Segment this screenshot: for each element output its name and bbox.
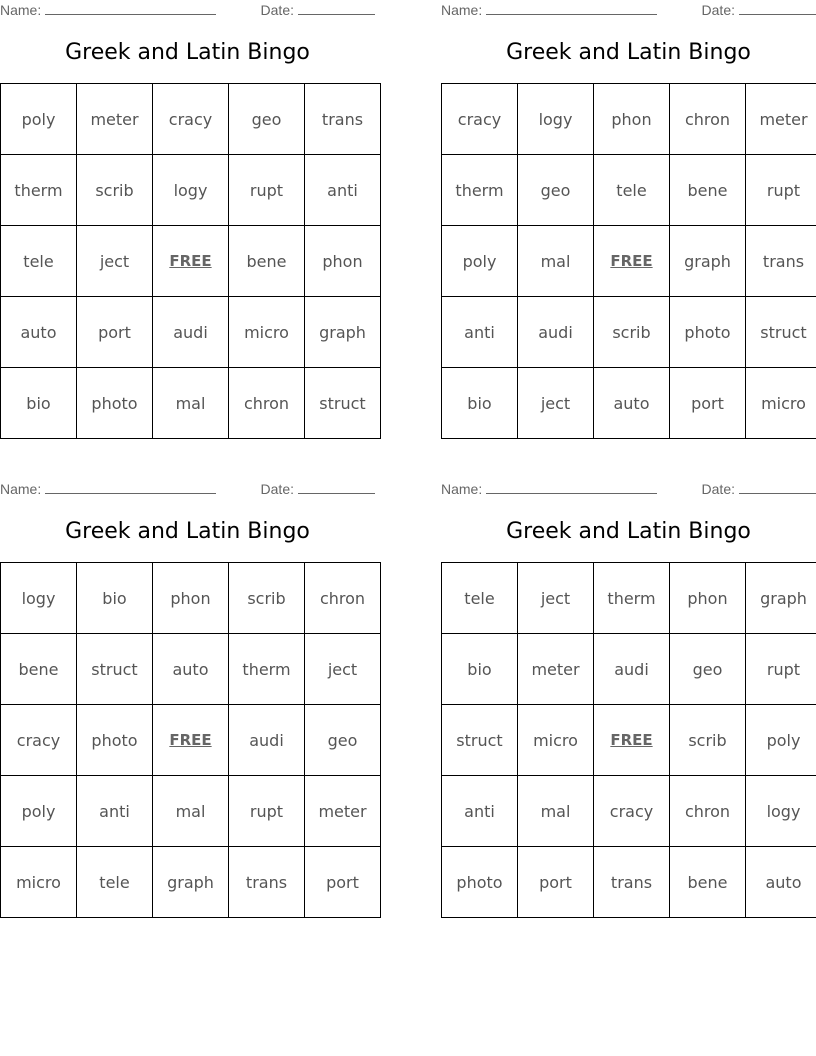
date-field: [702, 2, 816, 18]
grid-cell: struct: [746, 297, 816, 368]
bingo-card: [441, 0, 816, 440]
bingo-card: [0, 479, 375, 919]
grid-row: [1, 634, 381, 705]
grid-cell: auto: [594, 368, 670, 439]
grid-cell: ject: [305, 634, 381, 705]
date-blank-line: [298, 481, 375, 494]
bingo-grid: [441, 562, 816, 918]
grid-cell: chron: [229, 368, 305, 439]
card-title: Greek and Latin Bingo: [506, 40, 751, 65]
name-blank-line: [486, 2, 657, 15]
grid-cell: poly: [442, 226, 518, 297]
grid-row: [442, 84, 816, 155]
grid-cell: ject: [77, 226, 153, 297]
bingo-grid: [0, 562, 381, 918]
card-header: [0, 481, 375, 499]
grid-cell: meter: [518, 634, 594, 705]
grid-row: [442, 368, 816, 439]
grid-row: [1, 563, 381, 634]
grid-cell: phon: [153, 563, 229, 634]
grid-row: [1, 705, 381, 776]
name-field: [0, 2, 216, 18]
grid-row: [442, 776, 816, 847]
grid-row: [442, 634, 816, 705]
grid-cell: rupt: [746, 155, 816, 226]
grid-cell: mal: [153, 776, 229, 847]
bingo-grid: [0, 83, 381, 439]
grid-cell: anti: [77, 776, 153, 847]
grid-cell: audi: [153, 297, 229, 368]
grid-cell: trans: [746, 226, 816, 297]
grid-row: [1, 226, 381, 297]
date-label: Date:: [701, 481, 735, 497]
grid-cell: logy: [153, 155, 229, 226]
grid-row: [442, 226, 816, 297]
grid-cell: logy: [746, 776, 816, 847]
date-blank-line: [739, 2, 816, 15]
grid-cell: chron: [670, 84, 746, 155]
grid-row: [1, 776, 381, 847]
grid-cell: photo: [77, 368, 153, 439]
grid-cell: photo: [442, 847, 518, 918]
grid-cell: port: [77, 297, 153, 368]
free-space-cell: FREE: [594, 705, 670, 776]
grid-cell: rupt: [229, 155, 305, 226]
grid-cell: graph: [305, 297, 381, 368]
grid-cell: phon: [670, 563, 746, 634]
grid-cell: geo: [305, 705, 381, 776]
grid-cell: geo: [670, 634, 746, 705]
grid-row: [442, 705, 816, 776]
name-field: [441, 2, 657, 18]
grid-cell: graph: [746, 563, 816, 634]
grid-cell: trans: [594, 847, 670, 918]
grid-cell: port: [670, 368, 746, 439]
grid-cell: auto: [153, 634, 229, 705]
grid-row: [1, 297, 381, 368]
grid-row: [442, 297, 816, 368]
grid-row: [442, 847, 816, 918]
grid-cell: port: [518, 847, 594, 918]
grid-cell: logy: [518, 84, 594, 155]
grid-cell: logy: [1, 563, 77, 634]
date-label: Date:: [260, 481, 294, 497]
bingo-card: [441, 479, 816, 919]
grid-cell: mal: [153, 368, 229, 439]
name-blank-line: [486, 481, 657, 494]
grid-cell: rupt: [746, 634, 816, 705]
name-blank-line: [45, 481, 216, 494]
free-space-cell: FREE: [153, 705, 229, 776]
date-field: [702, 481, 816, 497]
grid-cell: poly: [1, 84, 77, 155]
card-header: [441, 481, 816, 499]
grid-cell: phon: [305, 226, 381, 297]
grid-cell: bio: [77, 563, 153, 634]
grid-cell: trans: [229, 847, 305, 918]
bingo-grid: [441, 83, 816, 439]
grid-cell: anti: [305, 155, 381, 226]
grid-cell: therm: [594, 563, 670, 634]
grid-cell: chron: [670, 776, 746, 847]
name-label: Name:: [0, 481, 42, 497]
grid-cell: bio: [1, 368, 77, 439]
date-blank-line: [739, 481, 816, 494]
grid-cell: auto: [1, 297, 77, 368]
grid-cell: mal: [518, 776, 594, 847]
grid-cell: cracy: [153, 84, 229, 155]
grid-cell: therm: [442, 155, 518, 226]
grid-cell: bio: [442, 634, 518, 705]
grid-cell: bene: [1, 634, 77, 705]
card-title: Greek and Latin Bingo: [506, 519, 751, 544]
grid-cell: micro: [518, 705, 594, 776]
grid-cell: cracy: [442, 84, 518, 155]
grid-cell: bene: [670, 155, 746, 226]
grid-cell: scrib: [77, 155, 153, 226]
name-field: [441, 481, 657, 497]
grid-cell: rupt: [229, 776, 305, 847]
grid-cell: tele: [77, 847, 153, 918]
grid-cell: cracy: [594, 776, 670, 847]
grid-cell: port: [305, 847, 381, 918]
grid-cell: scrib: [229, 563, 305, 634]
grid-cell: struct: [305, 368, 381, 439]
grid-cell: trans: [305, 84, 381, 155]
card-header: [0, 2, 375, 20]
date-blank-line: [298, 2, 375, 15]
grid-cell: tele: [442, 563, 518, 634]
grid-row: [1, 155, 381, 226]
grid-cell: photo: [77, 705, 153, 776]
grid-cell: scrib: [594, 297, 670, 368]
grid-cell: scrib: [670, 705, 746, 776]
grid-cell: anti: [442, 297, 518, 368]
grid-cell: mal: [518, 226, 594, 297]
grid-cell: audi: [518, 297, 594, 368]
grid-cell: poly: [1, 776, 77, 847]
grid-cell: photo: [670, 297, 746, 368]
grid-cell: struct: [442, 705, 518, 776]
grid-cell: struct: [77, 634, 153, 705]
grid-row: [1, 368, 381, 439]
date-field: [261, 2, 375, 18]
name-label: Name:: [0, 2, 42, 18]
grid-cell: micro: [746, 368, 816, 439]
free-space-cell: FREE: [153, 226, 229, 297]
grid-cell: graph: [153, 847, 229, 918]
grid-cell: bio: [442, 368, 518, 439]
grid-cell: meter: [77, 84, 153, 155]
grid-row: [442, 155, 816, 226]
grid-cell: meter: [305, 776, 381, 847]
grid-cell: ject: [518, 368, 594, 439]
grid-row: [1, 847, 381, 918]
grid-cell: auto: [746, 847, 816, 918]
grid-cell: meter: [746, 84, 816, 155]
date-label: Date:: [260, 2, 294, 18]
grid-cell: geo: [229, 84, 305, 155]
grid-cell: graph: [670, 226, 746, 297]
grid-cell: cracy: [1, 705, 77, 776]
grid-cell: phon: [594, 84, 670, 155]
grid-cell: tele: [594, 155, 670, 226]
grid-row: [442, 563, 816, 634]
card-title: Greek and Latin Bingo: [65, 519, 310, 544]
grid-cell: anti: [442, 776, 518, 847]
date-label: Date:: [701, 2, 735, 18]
card-title: Greek and Latin Bingo: [65, 40, 310, 65]
grid-cell: therm: [1, 155, 77, 226]
grid-cell: bene: [229, 226, 305, 297]
grid-cell: therm: [229, 634, 305, 705]
grid-cell: geo: [518, 155, 594, 226]
grid-cell: tele: [1, 226, 77, 297]
grid-cell: bene: [670, 847, 746, 918]
name-label: Name:: [441, 2, 483, 18]
grid-cell: audi: [229, 705, 305, 776]
name-field: [0, 481, 216, 497]
date-field: [261, 481, 375, 497]
name-label: Name:: [441, 481, 483, 497]
grid-cell: chron: [305, 563, 381, 634]
grid-row: [1, 84, 381, 155]
grid-cell: audi: [594, 634, 670, 705]
grid-cell: micro: [229, 297, 305, 368]
grid-cell: micro: [1, 847, 77, 918]
name-blank-line: [45, 2, 216, 15]
grid-cell: ject: [518, 563, 594, 634]
grid-cell: poly: [746, 705, 816, 776]
bingo-card: [0, 0, 375, 440]
card-header: [441, 2, 816, 20]
free-space-cell: FREE: [594, 226, 670, 297]
